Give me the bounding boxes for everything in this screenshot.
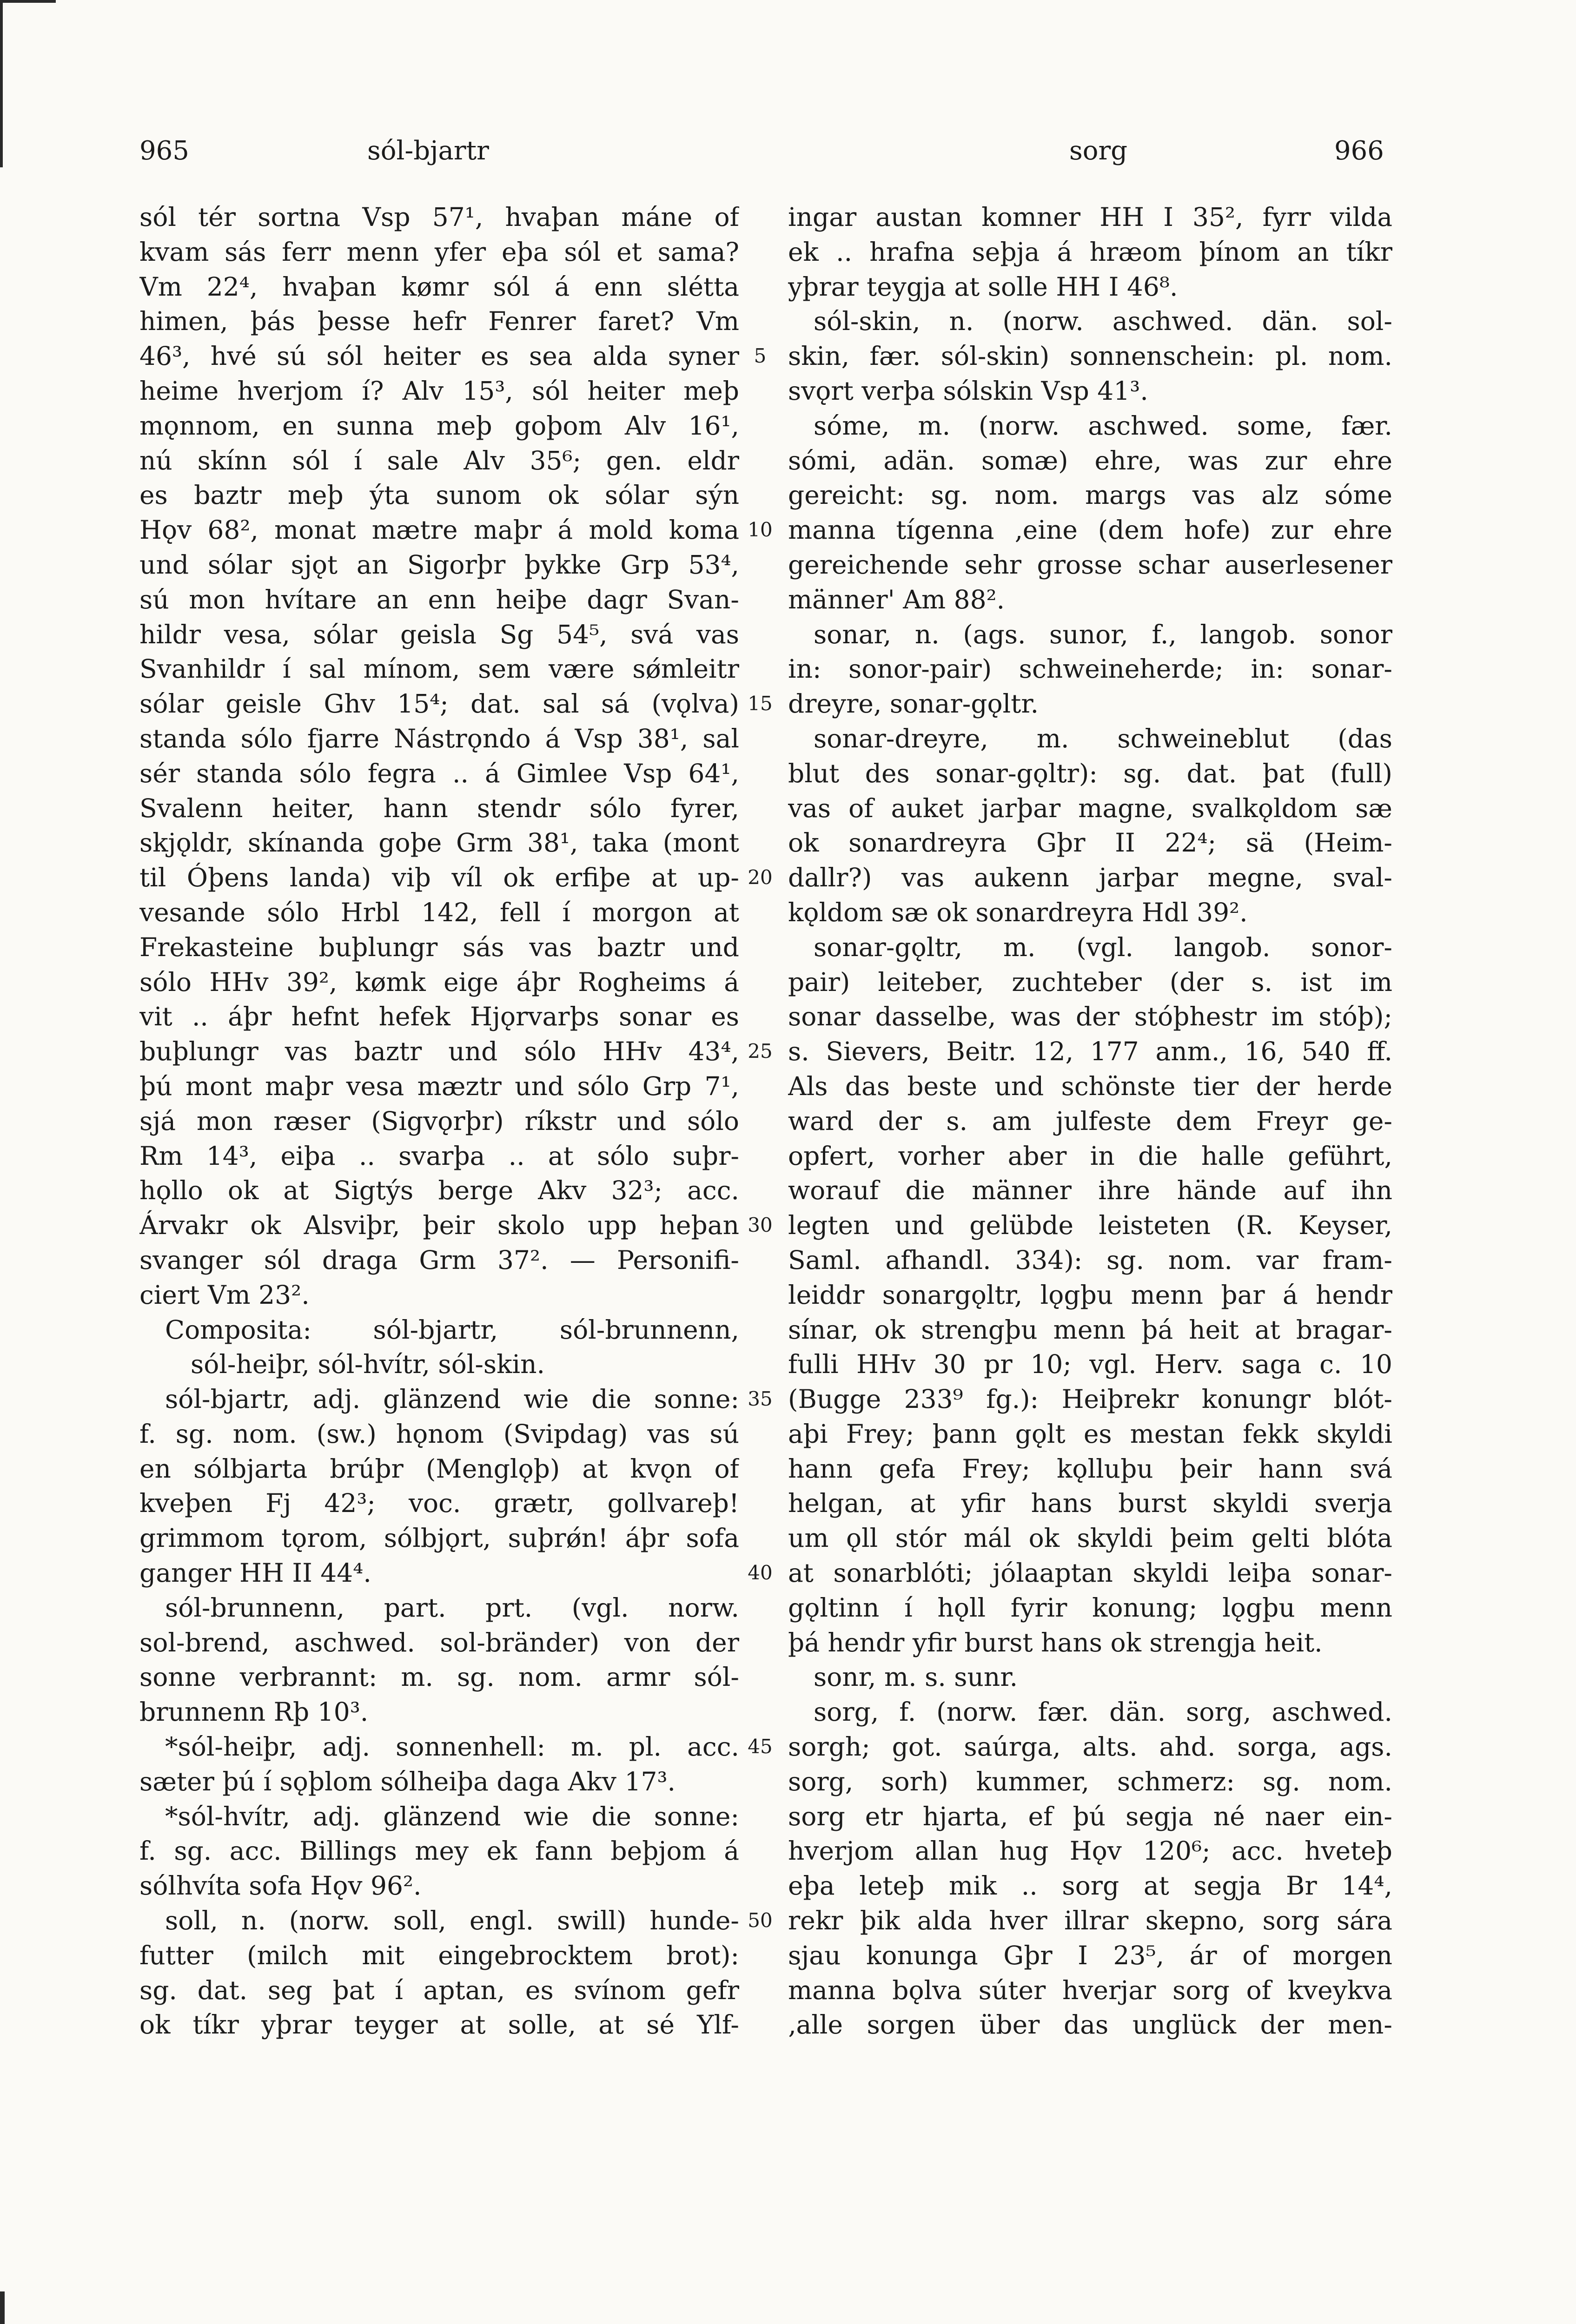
text-line: fulli HHv 30 pr 10; vgl. Herv. saga c. 10 bbox=[788, 1349, 1392, 1380]
scan-edge-bottom-left bbox=[0, 2291, 5, 2324]
text-line: yþrar teygja at solle HH I 46⁸. bbox=[788, 271, 1178, 302]
text-line: (Bugge 233⁹ fg.): Heiþrekr konungr blót- bbox=[788, 1384, 1392, 1414]
text-line: futter (milch mit eingebrocktem brot): bbox=[139, 1940, 739, 1970]
text-line: eþa leteþ mik .. sorg at segja Br 14⁴, bbox=[788, 1871, 1392, 1901]
text-line: sólo HHv 39², kømk eige áþr Rogheims á bbox=[139, 967, 739, 997]
text-line: männer' Am 88². bbox=[788, 584, 1005, 614]
running-head-left: sól-bjartr bbox=[367, 136, 489, 166]
text-line: kvam sás ferr menn yfer eþa sól et sama? bbox=[139, 237, 739, 267]
entry-sonar-goltr: sonar-gǫltr, m. (vgl. langob. sonor- bbox=[814, 932, 1392, 962]
text-line: ok sonardreyra Gþr II 22⁴; sä (Heim- bbox=[788, 828, 1392, 858]
line-number: 5 bbox=[754, 344, 767, 368]
text-line: dreyre, sonar-gǫltr. bbox=[788, 689, 1039, 719]
text-line: vit .. áþr hefnt hefek Hjǫrvarþs sonar es bbox=[139, 1002, 739, 1032]
text-line: sjá mon ræser (Sigvǫrþr) ríkstr und sólo bbox=[139, 1106, 739, 1136]
line-number: 30 bbox=[748, 1214, 773, 1237]
text-line: helgan, at yfir hans burst skyldi sverja bbox=[788, 1488, 1392, 1519]
entry-sorg: sorg, f. (norw. fær. dän. sorg, aschwed. bbox=[814, 1697, 1392, 1727]
text-line: vas of auket jarþar magne, svalkǫldom sæ bbox=[788, 793, 1392, 823]
text-line: sér standa sólo fegra .. á Gimlee Vsp 64¹, bbox=[139, 758, 739, 788]
text-line: worauf die männer ihre hände auf ihn bbox=[788, 1175, 1392, 1206]
text-line: Svanhildr í sal mínom, sem være sǿmleitr bbox=[139, 654, 739, 684]
text-line: ‚alle sorgen über das unglück der men- bbox=[788, 2010, 1392, 2040]
text-line: hann gefa Frey; kǫlluþu þeir hann svá bbox=[788, 1453, 1392, 1484]
page-number-right: 966 bbox=[1334, 136, 1384, 166]
line-number: 45 bbox=[748, 1735, 773, 1758]
text-line: mǫnnom, en sunna meþ goþom Alv 16¹, bbox=[139, 410, 739, 441]
text-line: Árvakr ok Alsviþr, þeir skolo upp heþan bbox=[139, 1210, 739, 1241]
text-line: rekr þik alda hver illrar skepno, sorg sára bbox=[788, 1906, 1392, 1936]
text-line: und sólar sjǫt an Sigorþr þykke Grp 53⁴, bbox=[139, 549, 739, 580]
text-line: Rm 14³, eiþa .. svarþa .. at sólo suþr- bbox=[139, 1141, 739, 1171]
text-line: sorgh; got. saúrga, alts. ahd. sorga, ags. bbox=[788, 1732, 1392, 1762]
text-line: sú mon hvítare an enn heiþe dagr Svan- bbox=[139, 584, 739, 614]
text-line: opfert, vorher aber in die halle geführt, bbox=[788, 1141, 1392, 1171]
text-line: en sólbjarta brúþr (Menglǫþ) at kvǫn of bbox=[139, 1453, 739, 1484]
text-line: brunnenn Rþ 10³. bbox=[139, 1697, 369, 1727]
text-line: þá hendr yfir burst hans ok strengja heit. bbox=[788, 1627, 1323, 1657]
text-line: sorg etr hjarta, ef þú segja né naer ein- bbox=[788, 1801, 1392, 1831]
text-line: sonar dasselbe, was der stóþhestr im stóþ); bbox=[788, 1002, 1392, 1032]
entry-sonr: sonr, m. s. sunr. bbox=[814, 1662, 1018, 1692]
text-line: sólar geisle Ghv 15⁴; dat. sal sá (vǫlva) bbox=[139, 689, 739, 719]
text-line: ward der s. am julfeste dem Freyr ge- bbox=[788, 1106, 1392, 1136]
text-line: sorg, sorh) kummer, schmerz: sg. nom. bbox=[788, 1766, 1392, 1796]
page-number-left: 965 bbox=[139, 136, 189, 166]
text-line: ingar austan komner HH I 35², fyrr vilda bbox=[788, 202, 1392, 232]
text-line: Hǫv 68², monat mætre maþr á mold koma bbox=[139, 515, 739, 545]
text-line: sg. dat. seg þat í aptan, es svínom gefr bbox=[139, 1975, 739, 2005]
text-line: manna bǫlva súter hverjar sorg of kveykva bbox=[788, 1975, 1392, 2005]
text-line: ciert Vm 23². bbox=[139, 1280, 310, 1310]
text-line: sínar, ok strengþu menn þá heit at bragar- bbox=[788, 1314, 1392, 1345]
text-line: sólhvíta sofa Hǫv 96². bbox=[139, 1871, 422, 1901]
text-line: um ǫll stór mál ok skyldi þeim gelti blóta bbox=[788, 1523, 1392, 1553]
line-number: 35 bbox=[748, 1387, 773, 1411]
entry-sonar-dreyre: sonar-dreyre, m. schweineblut (das bbox=[814, 723, 1392, 753]
text-line: aþi Frey; þann gǫlt es mestan fekk skyldi bbox=[788, 1419, 1392, 1449]
text-line: gereicht: sg. nom. margs vas alz sóme bbox=[788, 480, 1392, 510]
text-line: kǫldom sæ ok sonardreyra Hdl 39². bbox=[788, 897, 1248, 927]
entry-sol-bjartr: sól-bjartr, adj. glänzend wie die sonne: bbox=[165, 1384, 739, 1414]
right-column bbox=[788, 200, 1392, 2042]
text-line: sól tér sortna Vsp 57¹, hvaþan máne of bbox=[139, 202, 739, 232]
text-line: standa sólo fjarre Nástrǫndo á Vsp 38¹, sal bbox=[139, 723, 739, 753]
text-line: at sonarblóti; jólaaptan skyldi leiþa sonar- bbox=[788, 1558, 1392, 1588]
text-line: blut des sonar-gǫltr): sg. dat. þat (full) bbox=[788, 758, 1392, 788]
line-number: 40 bbox=[748, 1561, 773, 1585]
text-line: Composita: sól-bjartr, sól-brunnenn, bbox=[165, 1314, 739, 1345]
text-line: sól-heiþr, sól-hvítr, sól-skin. bbox=[191, 1349, 545, 1380]
text-line: hverjom allan hug Hǫv 120⁶; acc. hveteþ bbox=[788, 1836, 1392, 1866]
text-line: leiddr sonargǫltr, lǫgþu menn þar á hendr bbox=[788, 1280, 1392, 1310]
text-line: grimmom tǫrom, sólbjǫrt, suþrǿn! áþr sofa bbox=[139, 1523, 739, 1553]
line-number: 15 bbox=[748, 692, 773, 715]
text-line: 46³, hvé sú sól heiter es sea alda syner bbox=[139, 341, 739, 371]
text-line: sol-brend, aschwed. sol-bränder) von der bbox=[139, 1627, 739, 1657]
entry-soll: soll, n. (norw. soll, engl. swill) hunde- bbox=[165, 1906, 739, 1936]
text-line: vesande sólo Hrbl 142, fell í morgon at bbox=[139, 897, 739, 927]
text-line: gereichende sehr grosse schar auserlesener bbox=[788, 549, 1392, 580]
text-line: Frekasteine buþlungr sás vas baztr und bbox=[139, 932, 739, 962]
text-line: Als das beste und schönste tier der herde bbox=[788, 1071, 1392, 1101]
text-line: dallr?) vas aukenn jarþar megne, sval- bbox=[788, 863, 1392, 893]
page-header bbox=[0, 135, 1576, 177]
text-line: Vm 22⁴, hvaþan kømr sól á enn slétta bbox=[139, 271, 739, 302]
text-line: Svalenn heiter, hann stendr sólo fyrer, bbox=[139, 793, 739, 823]
entry-sol-heithr: *sól-heiþr, adj. sonnenhell: m. pl. acc. bbox=[165, 1732, 739, 1762]
entry-sol-skin: sól-skin, n. (norw. aschwed. dän. sol- bbox=[814, 306, 1392, 337]
text-line: hildr vesa, sólar geisla Sg 54⁵, svá vas bbox=[139, 619, 739, 649]
text-line: nú skínn sól í sale Alv 35⁶; gen. eldr bbox=[139, 445, 739, 475]
entry-sol-hvitr: *sól-hvítr, adj. glänzend wie die sonne: bbox=[165, 1801, 739, 1831]
text-line: himen, þás þesse hefr Fenrer faret? Vm bbox=[139, 306, 739, 337]
line-number: 50 bbox=[748, 1909, 773, 1932]
text-line: til Óþens landa) viþ víl ok erfiþe at up- bbox=[139, 863, 739, 893]
text-line: sjau konunga Gþr I 23⁵, ár of morgen bbox=[788, 1940, 1392, 1970]
text-line: sæter þú í sǫþlom sólheiþa daga Akv 17³. bbox=[139, 1766, 675, 1796]
text-line: f. sg. nom. (sw.) hǫnom (Svipdag) vas sú bbox=[139, 1419, 739, 1449]
text-line: s. Sievers, Beitr. 12, 177 anm., 16, 540 ff. bbox=[788, 1037, 1392, 1067]
text-line: pair) leiteber, zuchteber (der s. ist im bbox=[788, 967, 1392, 997]
text-line: þú mont maþr vesa mæztr und sólo Grp 7¹, bbox=[139, 1071, 739, 1101]
text-line: kveþen Fj 42³; voc. grætr, gollvareþ! bbox=[139, 1488, 739, 1519]
text-line: hǫllo ok at Sigtýs berge Akv 32³; acc. bbox=[139, 1175, 739, 1206]
text-line: svanger sól draga Grm 37². — Personifi- bbox=[139, 1245, 739, 1275]
text-line: gǫltinn í hǫll fyrir konung; lǫgþu menn bbox=[788, 1592, 1392, 1623]
text-line: in: sonor-pair) schweineherde; in: sonar- bbox=[788, 654, 1392, 684]
entry-sol-brunnenn: sól-brunnenn, part. prt. (vgl. norw. bbox=[165, 1592, 739, 1623]
text-line: sonne verbrannt: m. sg. nom. armr sól- bbox=[139, 1662, 739, 1692]
text-line: ek .. hrafna seþja á hræom þínom an tíkr bbox=[788, 237, 1392, 267]
text-line: ganger HH II 44⁴. bbox=[139, 1558, 371, 1588]
entry-some: sóme, m. (norw. aschwed. some, fær. bbox=[814, 410, 1392, 441]
entry-sonar: sonar, n. (ags. sunor, f., langob. sonor bbox=[814, 619, 1392, 649]
text-line: heime hverjom í? Alv 15³, sól heiter meþ bbox=[139, 376, 739, 406]
line-number: 20 bbox=[748, 866, 773, 889]
text-line: skjǫldr, skínanda goþe Grm 38¹, taka (mont bbox=[139, 828, 739, 858]
text-line: ok tíkr yþrar teyger at solle, at sé Ylf- bbox=[139, 2010, 739, 2040]
text-line: svǫrt verþa sólskin Vsp 41³. bbox=[788, 376, 1148, 406]
text-line: Saml. afhandl. 334): sg. nom. var fram- bbox=[788, 1245, 1392, 1275]
text-line: sómi, adän. somæ) ehre, was zur ehre bbox=[788, 445, 1392, 475]
text-line: buþlungr vas baztr und sólo HHv 43⁴, bbox=[139, 1037, 739, 1067]
text-line: legten und gelübde leisteten (R. Keyser, bbox=[788, 1210, 1392, 1241]
text-line: skin, fær. sól-skin) sonnenschein: pl. nom. bbox=[788, 341, 1392, 371]
line-number: 25 bbox=[748, 1040, 773, 1063]
text-line: es baztr meþ ýta sunom ok sólar sýn bbox=[139, 480, 739, 510]
scan-edge-top bbox=[0, 0, 56, 3]
left-column bbox=[139, 200, 739, 2042]
text-line: manna tígenna ‚eine (dem hofe) zur ehre bbox=[788, 515, 1392, 545]
running-head-right: sorg bbox=[1069, 136, 1128, 166]
text-line: f. sg. acc. Billings mey ek fann beþjom á bbox=[139, 1836, 739, 1866]
line-number: 10 bbox=[748, 518, 773, 541]
